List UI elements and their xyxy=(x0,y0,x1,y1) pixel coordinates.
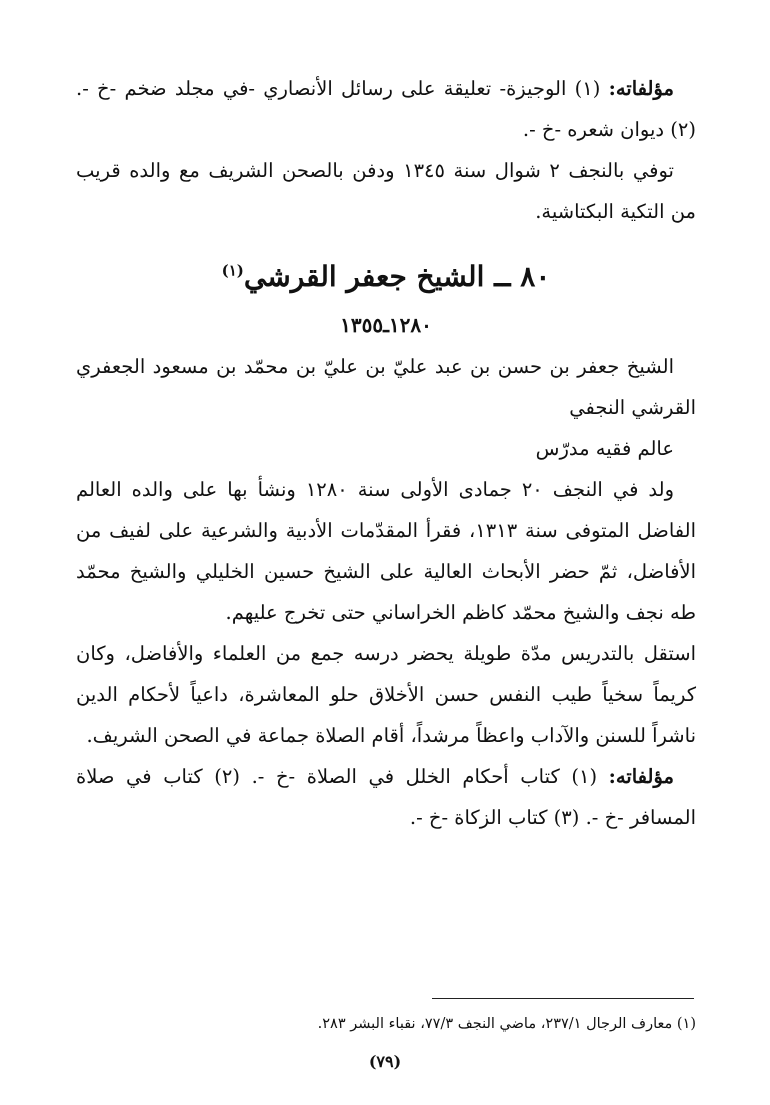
previous-works-label: مؤلفاته: xyxy=(608,77,675,100)
heading-footnote-marker: (١) xyxy=(221,261,244,280)
previous-works-paragraph xyxy=(76,68,696,150)
page-number: (٧٩) xyxy=(368,1052,402,1071)
footnote: (١) معارف الرجال ٢٣٧/١، ماضي النجف ٧٧/٣، نقباء البشر ٢٨٣. xyxy=(317,1016,696,1032)
entry-years: ١٢٨٠ـ١٣٥٥ xyxy=(340,313,432,337)
entry-works-paragraph xyxy=(76,756,696,838)
entry-works-label: مؤلفاته: xyxy=(608,765,675,788)
entry-biography: ولد في النجف ٢٠ جمادى الأولى سنة ١٢٨٠ ونشأ بها على والده العالم الفاضل المتوفى سنة ١٣١٣، فقرأ المقدّمات الأدبية والشرعية على لفيف من الأفاضل، ثمّ حضر الأبحاث العالية على الشيخ حسين الخليلي والشيخ محمّد طه نجف والشيخ محمّد كاظم الخراساني حتى تخرج عليهم. xyxy=(76,478,696,624)
entry-heading xyxy=(222,260,551,293)
entry-works-text: (١) كتاب أحكام الخلل في الصلاة -خ -. (٢) كتاب في صلاة المسافر -خ -. (٣) كتاب الزكاة -خ -. xyxy=(76,765,696,829)
entry-heading-text: ٨٠ ــ الشيخ جعفر القرشي xyxy=(243,260,551,293)
entry-heading-block xyxy=(76,252,696,308)
entry-description: عالم فقيه مدرّس xyxy=(535,437,674,460)
entry-teaching: استقل بالتدريس مدّة طويلة يحضر درسه جمع من العلماء والأفاضل، وكان كريماً سخياً طيب النفس حسن الأخلاق حلو المعاشرة، داعياً لأحكام الدين ناشراً للسنن والآداب واعظاً مرشداً، أقام الصلاة جماعة في الصحن الشريف. xyxy=(76,642,696,747)
previous-death-paragraph: توفي بالنجف ٢ شوال سنة ١٣٤٥ ودفن بالصحن الشريف مع والده قريب من التكية البكتاشية. xyxy=(76,159,696,223)
footnote-divider xyxy=(432,998,694,999)
page-body xyxy=(76,68,696,838)
previous-works-text: (١) الوجيزة- تعليقة على رسائل الأنصاري -في مجلد ضخم -خ -. (٢) ديوان شعره -خ -. xyxy=(76,77,696,141)
entry-full-name: الشيخ جعفر بن حسن بن عبد عليّ بن عليّ بن محمّد بن مسعود الجعفري القرشي النجفي xyxy=(76,355,696,419)
